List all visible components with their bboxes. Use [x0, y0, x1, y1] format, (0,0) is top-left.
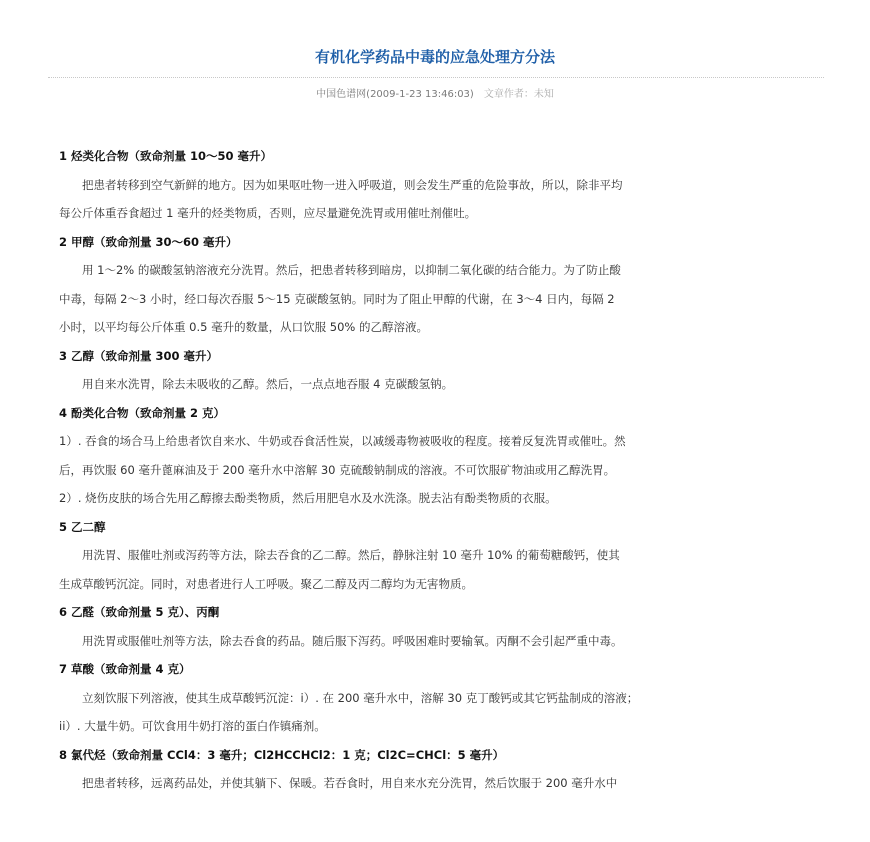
- section-heading: 4 酚类化合物（致命剂量 2 克）: [59, 405, 226, 420]
- paragraph-line: 用洗胃、服催吐剂或泻药等方法，除去吞食的乙二醇。然后，静脉注射 10 毫升 10% 的葡萄糖酸钙，使其: [82, 548, 620, 562]
- paragraph-line: 1）. 吞食的场合马上给患者饮自来水、牛奶或吞食活性炭，以减缓毒物被吸收的程度。接着反复洗胃或催吐。然: [59, 434, 626, 448]
- paragraph-line: 后，再饮服 60 毫升蓖麻油及于 200 毫升水中溶解 30 克硫酸钠制成的溶液。不可饮服矿物油或用乙醇洗胃。: [59, 462, 616, 477]
- paragraph-line: 小时，以平均每公斤体重 0.5 毫升的数量，从口饮服 50% 的乙醇溶液。: [59, 320, 428, 334]
- section-heading: 8 氯代烃（致命剂量 CCl4：3 毫升；Cl2HCCHCl2：1 克；Cl2C=CHCl：5 毫升）: [59, 747, 505, 762]
- section-heading: 6 乙醛（致命剂量 5 克）、丙酮: [59, 605, 220, 619]
- paragraph-line: ii）. 大量牛奶。可饮食用牛奶打溶的蛋白作镇痛剂。: [59, 719, 326, 733]
- paragraph-line: 生成草酸钙沉淀。同时，对患者进行人工呼吸。聚乙二醇及丙二醇均为无害物质。: [59, 576, 473, 591]
- article-title: 有机化学药品中毒的应急处理方分法: [314, 48, 555, 66]
- paragraph-line: 用自来水洗胃，除去未吸收的乙醇。然后，一点点地吞服 4 克碳酸氢钠。: [82, 377, 454, 391]
- section-heading: 1 烃类化合物（致命剂量 10～50 毫升）: [59, 149, 273, 163]
- paragraph-line: 用洗胃或服催吐剂等方法，除去吞食的药品。随后服下泻药。呼吸困难时要输氧。丙酮不会引起严重中毒。: [82, 633, 623, 648]
- article-author: 文章作者：未知: [483, 89, 554, 100]
- paragraph-line: 中毒，每隔 2～3 小时，经口每次吞服 5～15 克碳酸氢钠。同时为了阻止甲醇的代谢，在 3～4 日内，每隔 2: [59, 291, 615, 306]
- section-heading: 5 乙二醇: [59, 519, 106, 534]
- article-meta: [0, 88, 870, 102]
- paragraph-line: 立刻饮服下列溶液，使其生成草酸钙沉淀：i）. 在 200 毫升水中，溶解 30 克丁酸钙或其它钙盐制成的溶液；: [82, 690, 639, 705]
- article-source-date: 中国色谱网(2009-1-23 13:46:03): [316, 89, 474, 100]
- paragraph-line: 用 1～2% 的碳酸氢钠溶液充分洗胃。然后，把患者转移到暗房，以抑制二氧化碳的结合能力。为了防止酸: [82, 263, 621, 277]
- paragraph-line: 2）. 烧伤皮肤的场合先用乙醇擦去酚类物质，然后用肥皂水及水洗涤。脱去沾有酚类物质的衣服。: [59, 491, 557, 505]
- section-heading: 7 草酸（致命剂量 4 克）: [59, 662, 191, 676]
- section-heading: 3 乙醇（致命剂量 300 毫升）: [59, 348, 219, 363]
- title-divider: [48, 77, 824, 78]
- paragraph-line: 把患者转移到空气新鲜的地方。因为如果呕吐物一进入呼吸道，则会发生严重的危险事故，所以，除非平均: [82, 177, 623, 192]
- section-heading: 2 甲醇（致命剂量 30～60 毫升）: [59, 234, 238, 249]
- paragraph-line: 把患者转移，远离药品处，并使其躺下、保暖。若吞食时，用自来水充分洗胃，然后饮服于 200 毫升水中: [82, 776, 618, 790]
- paragraph-line: 每公斤体重吞食超过 1 毫升的烃类物质，否则，应尽量避免洗胃或用催吐剂催吐。: [59, 206, 477, 220]
- article-body: [59, 148, 809, 804]
